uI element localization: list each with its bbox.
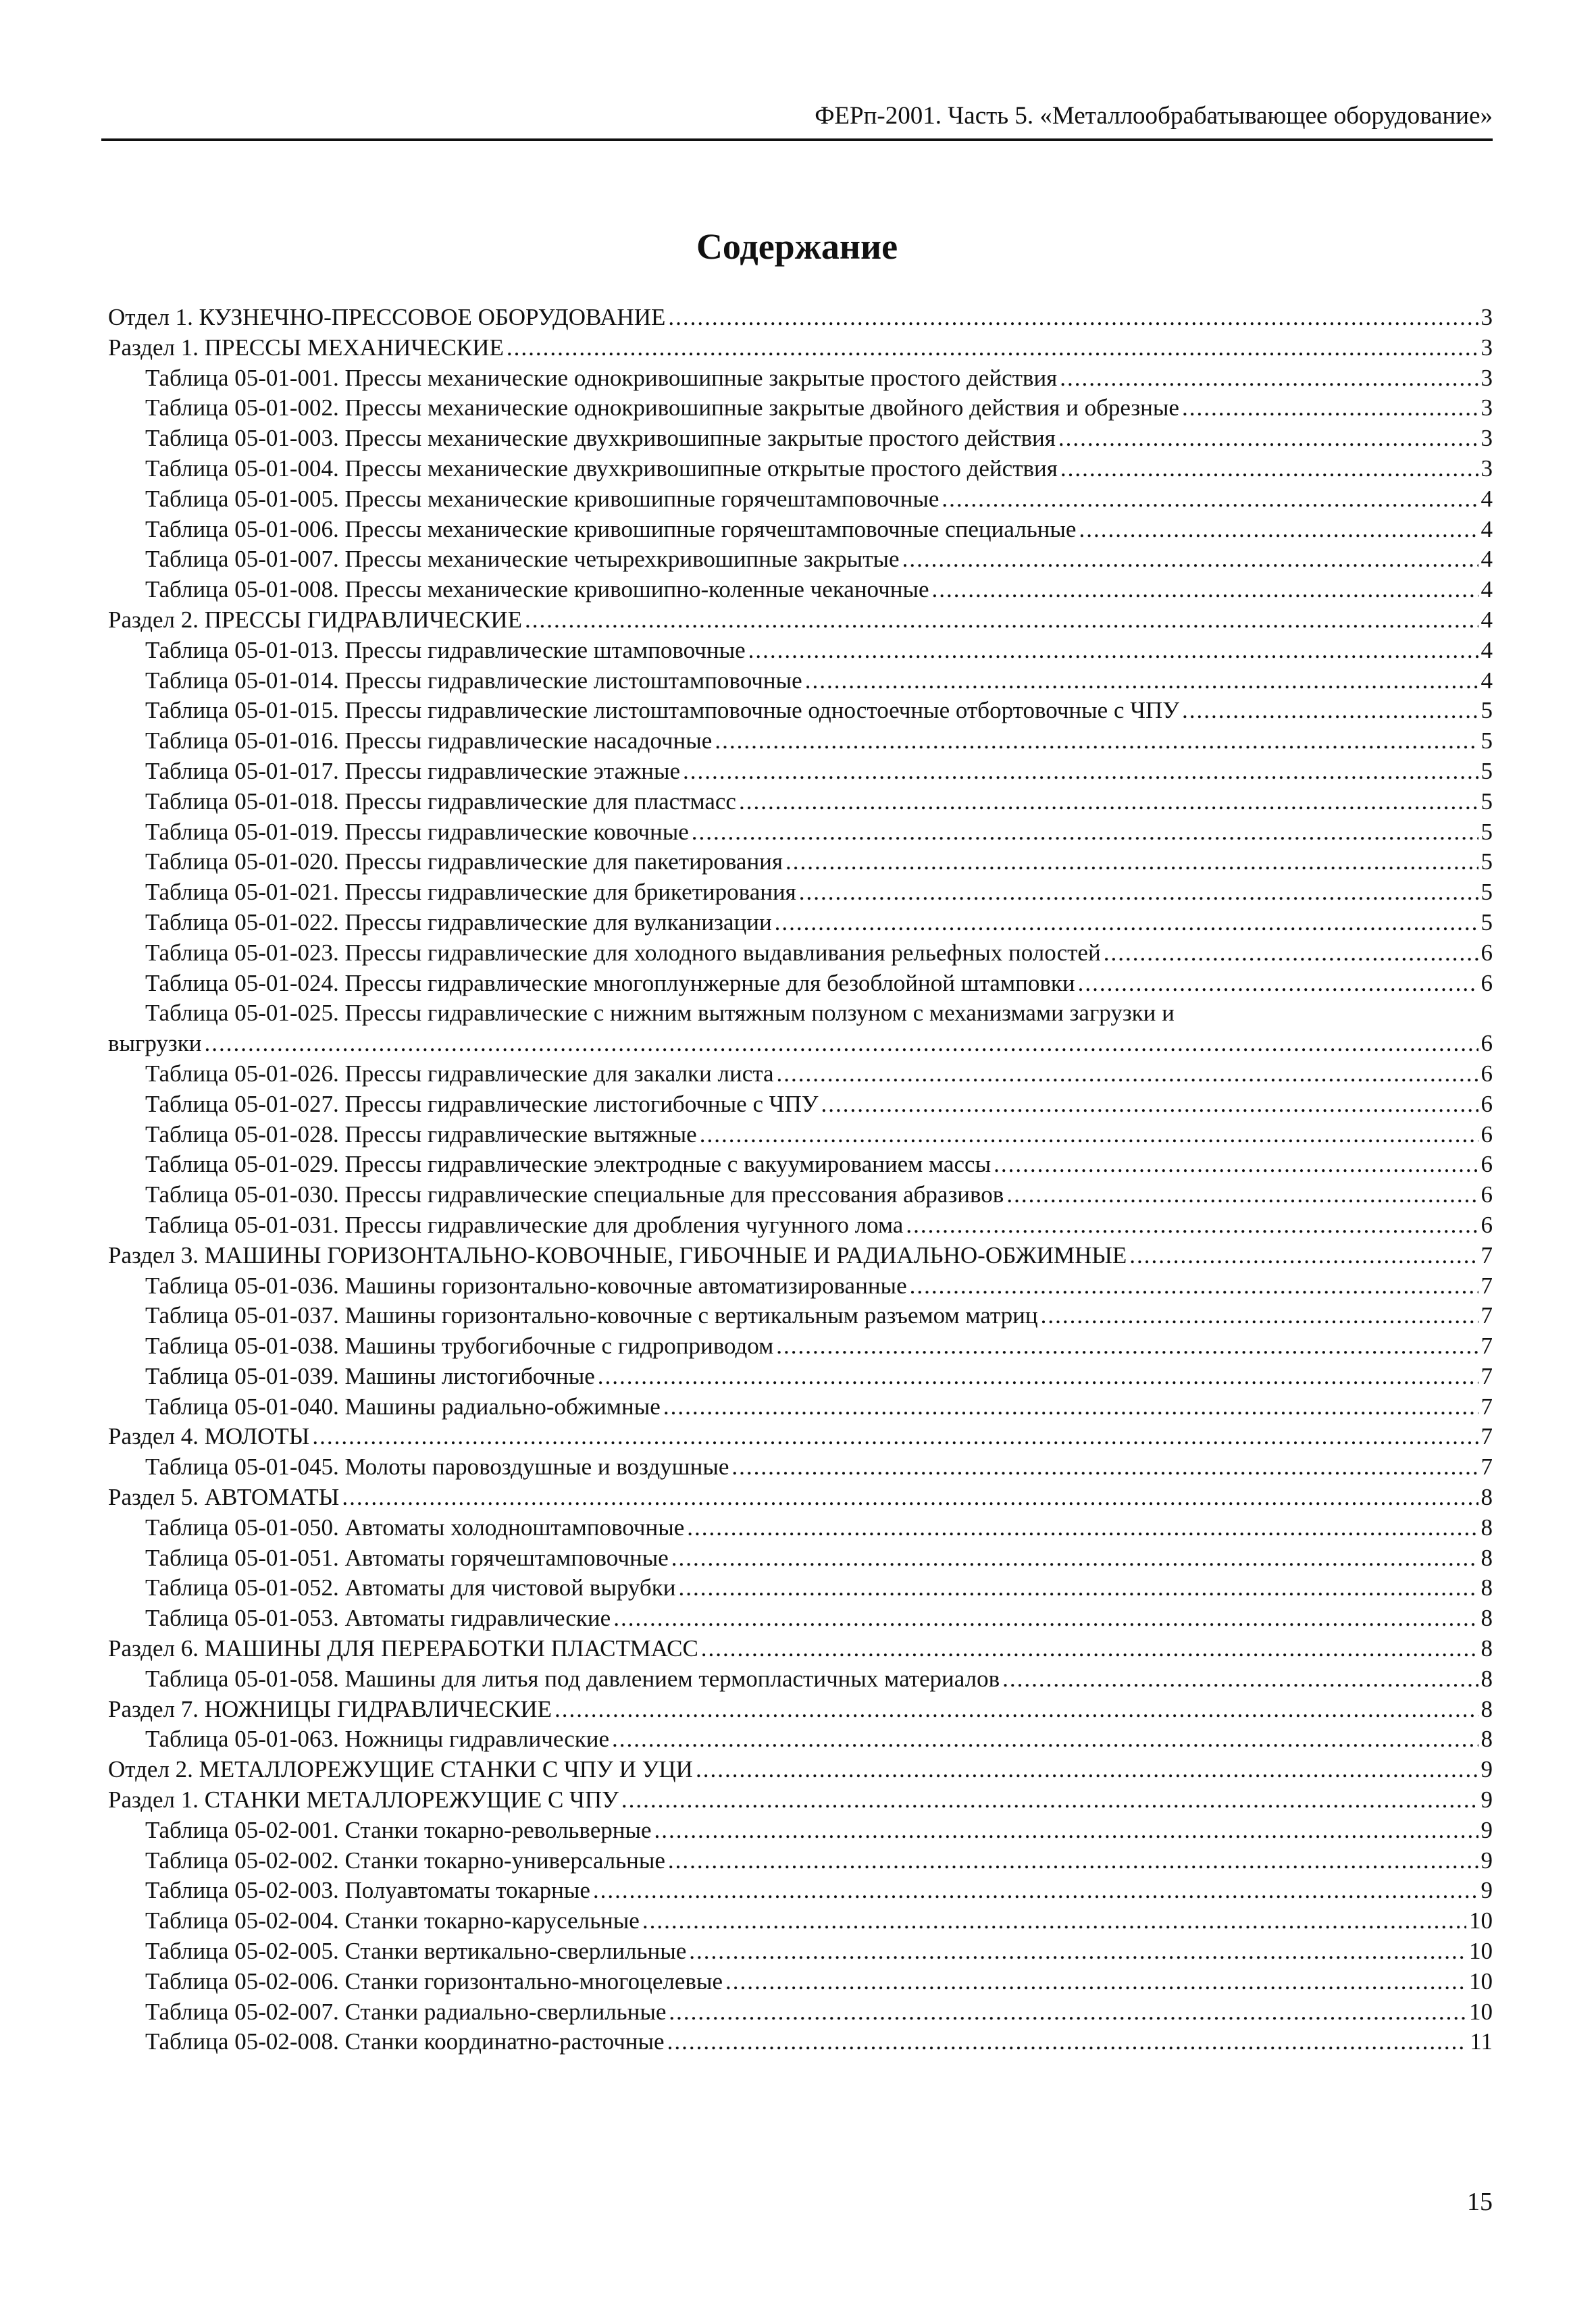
dot-leader	[678, 1573, 1478, 1603]
dot-leader	[668, 303, 1478, 333]
toc-entry[interactable]	[108, 908, 1493, 938]
toc-entry-page: 8	[1481, 1726, 1493, 1753]
toc-entry-page: 4	[1481, 606, 1493, 633]
toc-entry-title: Таблица 05-01-016. Прессы гидравлические насадочные	[145, 727, 713, 754]
toc-entry[interactable]	[108, 1513, 1493, 1543]
toc-entry-page: 7	[1481, 1454, 1493, 1481]
toc-entry[interactable]	[108, 756, 1493, 787]
toc-entry-title: Раздел 6. МАШИНЫ ДЛЯ ПЕРЕРАБОТКИ ПЛАСТМАСС	[108, 1635, 698, 1662]
toc-entry[interactable]	[108, 1967, 1493, 1997]
toc-entry-page: 6	[1481, 969, 1493, 996]
toc-entry-page: 5	[1481, 727, 1493, 754]
toc-entry-page: 8	[1481, 1514, 1493, 1541]
toc-entry-page: 5	[1481, 697, 1493, 724]
dot-leader	[1182, 393, 1478, 423]
dot-leader	[902, 544, 1478, 575]
toc-entry[interactable]	[108, 1362, 1493, 1392]
toc-entry-page: 7	[1481, 1393, 1493, 1420]
toc-entry-page: 8	[1481, 1605, 1493, 1632]
toc-entry-title: выгрузки	[108, 1030, 202, 1057]
toc-entry[interactable]	[108, 1392, 1493, 1422]
toc-entry-page: 3	[1481, 334, 1493, 361]
toc-entry-title: Таблица 05-01-018. Прессы гидравлические для пластмасс	[145, 788, 736, 815]
toc-entry[interactable]	[108, 333, 1493, 363]
dot-leader	[689, 1936, 1466, 1967]
toc-entry-title: Таблица 05-02-003. Полуавтоматы токарные	[145, 1877, 590, 1904]
toc-entry-page: 4	[1481, 576, 1493, 603]
toc-entry-title: Таблица 05-01-025. Прессы гидравлические с нижним вытяжным ползуном с механизмами загрузки и	[145, 1000, 1175, 1027]
toc-entry[interactable]	[108, 1816, 1493, 1846]
toc-entry-title: Таблица 05-01-037. Машины горизонтально-ковочные с вертикальным разъемом матриц	[145, 1302, 1038, 1329]
toc-entry-page: 3	[1481, 455, 1493, 482]
toc-entry[interactable]	[108, 969, 1493, 999]
toc-entry-title: Таблица 05-01-013. Прессы гидравлические штамповочные	[145, 636, 746, 663]
toc-entry-title: Таблица 05-01-008. Прессы механические кривошипно-коленные чеканочные	[145, 576, 929, 603]
toc-entry-title: Таблица 05-01-030. Прессы гидравлические специальные для прессования абразивов	[145, 1181, 1004, 1208]
toc-entry-title: Таблица 05-01-002. Прессы механические однокривошипные закрытые двойного действия и обрезные	[145, 394, 1179, 421]
toc-entry-page: 6	[1481, 1151, 1493, 1178]
dot-leader	[910, 1271, 1478, 1302]
toc-entry-page: 6	[1481, 1121, 1493, 1148]
toc-entry-title: Таблица 05-02-006. Станки горизонтально-многоцелевые	[145, 1968, 723, 1995]
toc-entry[interactable]	[108, 1029, 1493, 1059]
toc-entry[interactable]	[108, 1664, 1493, 1695]
toc-entry-page: 5	[1481, 757, 1493, 784]
dot-leader	[205, 1029, 1478, 1059]
toc-entry[interactable]	[108, 575, 1493, 605]
toc-entry-title: Таблица 05-01-006. Прессы механические кривошипные горячештамповочные специальные	[145, 515, 1077, 542]
dot-leader	[700, 1120, 1478, 1150]
dot-leader	[775, 908, 1478, 938]
toc-entry-page: 8	[1481, 1665, 1493, 1692]
toc-entry[interactable]	[108, 817, 1493, 848]
running-header: ФЕРп-2001. Часть 5. «Металлообрабатывающее оборудование»	[815, 102, 1493, 130]
dot-leader	[1078, 969, 1478, 999]
toc-entry-page: 11	[1470, 2028, 1493, 2055]
toc-entry-title: Таблица 05-01-020. Прессы гидравлические для пакетирования	[145, 848, 783, 875]
toc-entry-page: 7	[1481, 1362, 1493, 1389]
dot-leader	[1182, 696, 1478, 726]
toc-entry[interactable]	[108, 423, 1493, 454]
toc-entry-page: 7	[1481, 1333, 1493, 1360]
toc-entry[interactable]	[108, 1059, 1493, 1089]
toc-entry-title: Таблица 05-01-021. Прессы гидравлические для брикетирования	[145, 879, 796, 906]
dot-leader	[731, 1452, 1478, 1483]
toc-entry[interactable]	[108, 1603, 1493, 1634]
dot-leader	[906, 1210, 1478, 1241]
toc-entry[interactable]	[108, 605, 1493, 636]
toc-entry[interactable]	[108, 1573, 1493, 1603]
toc-entry-page: 10	[1469, 1907, 1493, 1934]
dot-leader	[1058, 423, 1478, 454]
toc-entry[interactable]	[108, 393, 1493, 423]
toc-entry-page: 9	[1481, 1877, 1493, 1904]
toc-entry[interactable]	[108, 696, 1493, 726]
toc-entry[interactable]	[108, 1089, 1493, 1120]
toc-entry-title: Таблица 05-01-058. Машины для литья под давлением термопластичных материалов	[145, 1665, 1000, 1692]
dot-leader	[342, 1483, 1478, 1513]
dot-leader	[1002, 1664, 1478, 1695]
toc-entry-page: 10	[1469, 1968, 1493, 1995]
dot-leader	[1060, 454, 1478, 484]
toc-entry-title: Таблица 05-02-002. Станки токарно-универсальные	[145, 1847, 665, 1874]
dot-leader	[669, 1997, 1466, 2028]
toc-entry-page: 9	[1481, 1756, 1493, 1783]
toc-entry[interactable]	[108, 726, 1493, 756]
toc-entry-title: Таблица 05-02-007. Станки радиально-сверлильные	[145, 1998, 667, 2025]
toc-entry-page: 6	[1481, 1060, 1493, 1087]
toc-entry-title: Таблица 05-01-031. Прессы гидравлические для дробления чугунного лома	[145, 1211, 904, 1238]
dot-leader	[725, 1967, 1466, 1997]
toc-entry[interactable]	[108, 1180, 1493, 1210]
toc-entry-title: Таблица 05-02-008. Станки координатно-расточные	[145, 2028, 665, 2055]
dot-leader	[777, 1059, 1478, 1089]
toc-entry-title: Таблица 05-01-045. Молоты паровоздушные и воздушные	[145, 1454, 729, 1481]
toc-entry-page: 6	[1481, 1181, 1493, 1208]
toc-entry-title: Таблица 05-01-022. Прессы гидравлические для вулканизации	[145, 908, 772, 935]
toc-entry-title: Таблица 05-01-007. Прессы механические четырехкривошипные закрытые	[145, 546, 900, 573]
dot-leader	[739, 787, 1478, 817]
toc-entry-page: 5	[1481, 788, 1493, 815]
toc-entry-title: Таблица 05-01-026. Прессы гидравлические для закалки листа	[145, 1060, 774, 1087]
dot-leader	[701, 1634, 1478, 1664]
toc-entry-title: Таблица 05-01-003. Прессы механические двухкривошипные закрытые простого действия	[145, 425, 1056, 452]
toc-entry[interactable]	[108, 544, 1493, 575]
dot-leader	[671, 1543, 1478, 1574]
toc-entry-title: Таблица 05-02-001. Станки токарно-револьверные	[145, 1816, 652, 1843]
toc-entry-title: Таблица 05-01-063. Ножницы гидравлические	[145, 1726, 610, 1753]
dot-leader	[683, 756, 1478, 787]
toc-entry-title: Раздел 2. ПРЕССЫ ГИДРАВЛИЧЕСКИЕ	[108, 606, 522, 633]
dot-leader	[598, 1362, 1478, 1392]
dot-leader	[799, 877, 1478, 908]
toc-entry-page: 8	[1481, 1574, 1493, 1601]
toc-entry-page: 8	[1481, 1635, 1493, 1662]
toc-entry-page: 4	[1481, 485, 1493, 512]
toc-entry-title: Таблица 05-01-024. Прессы гидравлические многоплунжерные для безоблойной штамповки	[145, 969, 1075, 996]
dot-leader	[667, 2027, 1468, 2057]
toc-entry-page: 9	[1481, 1847, 1493, 1874]
toc-entry[interactable]	[108, 1846, 1493, 1876]
dot-leader	[692, 817, 1478, 848]
dot-leader	[1060, 363, 1478, 394]
toc-entry[interactable]	[108, 666, 1493, 696]
toc-entry-page: 4	[1481, 667, 1493, 694]
table-of-contents	[108, 303, 1493, 2057]
toc-entry-title: Отдел 2. МЕТАЛЛОРЕЖУЩИЕ СТАНКИ С ЧПУ И УЦИ	[108, 1756, 693, 1783]
toc-entry-page: 10	[1469, 1938, 1493, 1965]
toc-entry-title: Раздел 5. АВТОМАТЫ	[108, 1484, 340, 1511]
toc-entry[interactable]	[108, 1997, 1493, 2028]
toc-entry[interactable]	[108, 1301, 1493, 1331]
toc-entry-title: Таблица 05-01-052. Автоматы для чистовой вырубки	[145, 1574, 676, 1601]
toc-entry[interactable]	[108, 1452, 1493, 1483]
toc-entry-page: 6	[1481, 1211, 1493, 1238]
toc-entry-title: Раздел 1. ПРЕССЫ МЕХАНИЧЕСКИЕ	[108, 334, 504, 361]
dot-leader	[507, 333, 1478, 363]
toc-entry[interactable]	[108, 1271, 1493, 1302]
dot-leader	[715, 726, 1478, 756]
toc-entry[interactable]	[108, 1634, 1493, 1664]
dot-leader	[1129, 1241, 1478, 1271]
toc-entry[interactable]	[108, 1210, 1493, 1241]
dot-leader	[786, 847, 1478, 877]
dot-leader	[776, 1331, 1478, 1362]
dot-leader	[821, 1089, 1478, 1120]
toc-entry[interactable]	[108, 1422, 1493, 1452]
toc-entry[interactable]	[108, 847, 1493, 877]
toc-entry-title: Таблица 05-01-028. Прессы гидравлические вытяжные	[145, 1121, 697, 1148]
dot-leader	[696, 1755, 1478, 1785]
toc-entry-title: Таблица 05-01-029. Прессы гидравлические электродные с вакуумированием массы	[145, 1151, 992, 1178]
toc-entry-title: Таблица 05-02-005. Станки вертикально-сверлильные	[145, 1938, 687, 1965]
toc-entry[interactable]	[108, 1906, 1493, 1936]
toc-entry-title: Раздел 4. МОЛОТЫ	[108, 1423, 310, 1450]
toc-entry-title: Раздел 3. МАШИНЫ ГОРИЗОНТАЛЬНО-КОВОЧНЫЕ, ГИБОЧНЫЕ И РАДИАЛЬНО-ОБЖИМНЫЕ	[108, 1241, 1127, 1268]
toc-entry-title: Раздел 7. НОЖНИЦЫ ГИДРАВЛИЧЕСКИЕ	[108, 1695, 552, 1722]
toc-entry-page: 4	[1481, 515, 1493, 542]
toc-entry[interactable]	[108, 1695, 1493, 1725]
dot-leader	[932, 575, 1478, 605]
toc-entry[interactable]	[108, 636, 1493, 666]
toc-entry[interactable]	[108, 484, 1493, 515]
toc-entry-page: 5	[1481, 818, 1493, 845]
toc-entry-title: Таблица 05-01-039. Машины листогибочные	[145, 1362, 595, 1389]
dot-leader	[663, 1392, 1478, 1422]
toc-entry-title: Таблица 05-01-036. Машины горизонтально-ковочные автоматизированные	[145, 1272, 907, 1299]
dot-leader	[1041, 1301, 1478, 1331]
toc-entry-page: 7	[1481, 1241, 1493, 1268]
toc-entry[interactable]	[108, 1755, 1493, 1785]
dot-leader	[748, 636, 1478, 666]
toc-entry-page: 5	[1481, 908, 1493, 935]
toc-entry-title: Таблица 05-01-051. Автоматы горячештамповочные	[145, 1544, 669, 1571]
dot-leader	[942, 484, 1478, 515]
dot-leader	[593, 1876, 1478, 1906]
page-title: Содержание	[696, 226, 898, 267]
dot-leader	[312, 1422, 1478, 1452]
toc-entry[interactable]	[108, 1876, 1493, 1906]
toc-entry-page: 3	[1481, 364, 1493, 391]
toc-entry[interactable]	[108, 1483, 1493, 1513]
toc-entry-title: Таблица 05-01-053. Автоматы гидравлические	[145, 1605, 611, 1632]
dot-leader	[613, 1603, 1478, 1634]
toc-entry-page: 3	[1481, 425, 1493, 452]
toc-entry-title: Отдел 1. КУЗНЕЧНО-ПРЕССОВОЕ ОБОРУДОВАНИЕ	[108, 304, 666, 330]
toc-entry[interactable]	[108, 1936, 1493, 1967]
toc-entry-title: Таблица 05-01-040. Машины радиально-обжимные	[145, 1393, 661, 1420]
toc-entry-title: Таблица 05-01-015. Прессы гидравлические листоштамповочные одностоечные отбортовочные с ЧПУ	[145, 697, 1180, 724]
toc-entry-page: 7	[1481, 1272, 1493, 1299]
toc-entry-title: Таблица 05-01-014. Прессы гидравлические листоштамповочные	[145, 667, 802, 694]
toc-entry-page: 10	[1469, 1998, 1493, 2025]
dot-leader	[687, 1513, 1478, 1543]
toc-entry-title: Таблица 05-01-001. Прессы механические однокривошипные закрытые простого действия	[145, 364, 1058, 391]
dot-leader	[1104, 938, 1478, 969]
toc-entry-title: Таблица 05-01-038. Машины трубогибочные с гидроприводом	[145, 1333, 774, 1360]
toc-entry[interactable]	[108, 787, 1493, 817]
toc-entry-title: Таблица 05-01-027. Прессы гидравлические листогибочные с ЧПУ	[145, 1090, 819, 1117]
toc-entry[interactable]	[108, 515, 1493, 545]
toc-entry[interactable]	[108, 303, 1493, 333]
toc-entry-title: Таблица 05-01-023. Прессы гидравлические для холодного выдавливания рельефных полостей	[145, 939, 1101, 966]
dot-leader	[621, 1785, 1478, 1816]
toc-entry-page: 7	[1481, 1423, 1493, 1450]
toc-entry-page: 7	[1481, 1302, 1493, 1329]
toc-entry[interactable]	[108, 1331, 1493, 1362]
toc-entry-page: 8	[1481, 1484, 1493, 1511]
toc-entry[interactable]	[108, 1785, 1493, 1816]
toc-entry[interactable]	[108, 454, 1493, 484]
toc-entry-title: Таблица 05-01-004. Прессы механические двухкривошипные открытые простого действия	[145, 455, 1058, 482]
dot-leader	[1079, 515, 1478, 545]
dot-leader	[1006, 1180, 1478, 1210]
toc-entry-title: Таблица 05-01-017. Прессы гидравлические этажные	[145, 757, 681, 784]
toc-entry[interactable]	[108, 1241, 1493, 1271]
toc-entry-page: 6	[1481, 939, 1493, 966]
page-number: 15	[1467, 2188, 1493, 2216]
toc-entry-title: Таблица 05-01-019. Прессы гидравлические ковочные	[145, 818, 689, 845]
dot-leader	[555, 1695, 1478, 1725]
toc-entry-page: 3	[1481, 394, 1493, 421]
dot-leader	[994, 1150, 1478, 1180]
toc-entry-title: Таблица 05-02-004. Станки токарно-карусельные	[145, 1907, 640, 1934]
dot-leader	[805, 666, 1478, 696]
dot-leader	[654, 1816, 1478, 1846]
dot-leader	[612, 1724, 1478, 1755]
toc-entry-page: 8	[1481, 1544, 1493, 1571]
toc-entry-page: 4	[1481, 636, 1493, 663]
toc-entry[interactable]	[108, 1724, 1493, 1755]
toc-entry[interactable]	[108, 363, 1493, 394]
toc-entry[interactable]	[108, 1543, 1493, 1574]
toc-entry[interactable]	[108, 1150, 1493, 1180]
toc-entry-page: 9	[1481, 1786, 1493, 1814]
toc-entry-page: 5	[1481, 879, 1493, 906]
header-rule	[101, 138, 1493, 141]
toc-entry-page: 3	[1481, 304, 1493, 330]
dot-leader	[668, 1846, 1478, 1876]
toc-entry-page: 4	[1481, 546, 1493, 573]
toc-entry-page: 8	[1481, 1695, 1493, 1722]
dot-leader	[525, 605, 1478, 636]
dot-leader	[642, 1906, 1466, 1936]
toc-entry[interactable]	[108, 877, 1493, 908]
toc-entry-title: Таблица 05-01-050. Автоматы холодноштамповочные	[145, 1514, 685, 1541]
toc-entry-page: 6	[1481, 1090, 1493, 1117]
toc-entry-title: Раздел 1. СТАНКИ МЕТАЛЛОРЕЖУЩИЕ С ЧПУ	[108, 1786, 619, 1814]
toc-entry[interactable]	[108, 998, 1493, 1029]
toc-entry[interactable]	[108, 938, 1493, 969]
toc-entry-title: Таблица 05-01-005. Прессы механические кривошипные горячештамповочные	[145, 485, 939, 512]
toc-entry[interactable]	[108, 1120, 1493, 1150]
toc-entry[interactable]	[108, 2027, 1493, 2057]
toc-entry-page: 9	[1481, 1816, 1493, 1843]
toc-entry-page: 5	[1481, 848, 1493, 875]
toc-entry-page: 6	[1481, 1030, 1493, 1057]
